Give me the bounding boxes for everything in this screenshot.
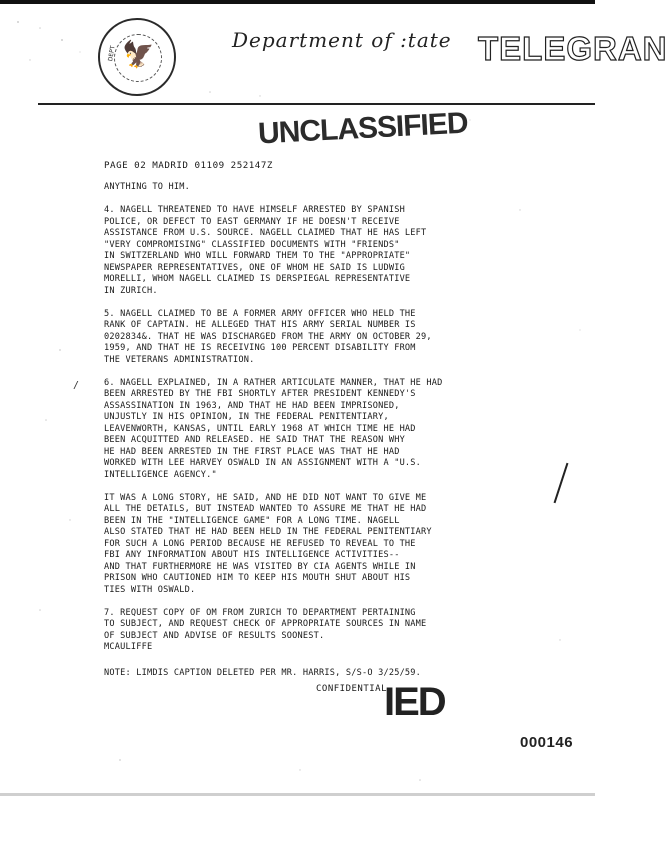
body-line: BEEN IN THE "INTELLIGENCE GAME" FOR A LONG TIME. NAGELL [104, 515, 400, 526]
body-line: TIES WITH OSWALD. [104, 584, 196, 595]
body-line: OF SUBJECT AND ADVISE OF RESULTS SOONEST. [104, 630, 325, 641]
body-line: "VERY COMPROMISING" CLASSIFIED DOCUMENTS WITH "FRIENDS" [104, 239, 400, 250]
body-line: IT WAS A LONG STORY, HE SAID, AND HE DID NOT WANT TO GIVE ME [104, 492, 427, 503]
header-divider [38, 103, 595, 105]
margin-mark: / [73, 380, 80, 391]
body-line: 6. NAGELL EXPLAINED, IN A RATHER ARTICULATE MANNER, THAT HE HAD [104, 377, 443, 388]
body-line: 4. NAGELL THREATENED TO HAVE HIMSELF ARRESTED BY SPANISH [104, 205, 405, 215]
body-line: INTELLIGENCE AGENCY." [104, 469, 217, 480]
body-line: MCAULIFFE [104, 642, 153, 652]
body-line: 7. REQUEST COPY OF OM FROM ZURICH TO DEPARTMENT PERTAINING [104, 607, 416, 618]
body-line: NEWSPAPER REPRESENTATIVES, ONE OF WHOM HE SAID IS LUDWIG [104, 262, 405, 273]
paragraph-gap [104, 297, 594, 309]
body-line: 5. NAGELL CLAIMED TO BE A FORMER ARMY OFFICER WHO HELD THE [104, 308, 416, 319]
body-line: ALL THE DETAILS, BUT INSTEAD WANTED TO ASSURE ME THAT HE HAD [104, 504, 427, 514]
body-line: IN SWITZERLAND WHO WILL FORWARD THEM TO THE "APPROPRIATE" [104, 251, 411, 261]
body-line: FBI ANY INFORMATION ABOUT HIS INTELLIGENCE ACTIVITIES-- [104, 550, 400, 560]
body-line: HE HAD BEEN ARRESTED IN THE FIRST PLACE WAS THAT HE HAD [104, 446, 400, 457]
body-line: 1959, AND THAT HE IS RECEIVING 100 PERCENT DISABILITY FROM [104, 343, 416, 353]
body-line: FOR SUCH A LONG PERIOD BECAUSE HE REFUSED TO REVEAL TO THE [104, 538, 416, 549]
paragraph-gap [104, 481, 594, 493]
body-line: 0202834&. THAT HE WAS DISCHARGED FROM THE ARMY ON OCTOBER 29, [104, 331, 432, 342]
body-line: PRISON WHO CAUTIONED HIM TO KEEP HIS MOUTH SHUT ABOUT HIS [104, 573, 411, 583]
body-line: RANK OF CAPTAIN. HE ALLEGED THAT HIS ARMY SERIAL NUMBER IS [104, 320, 416, 330]
paragraph-gap [104, 194, 594, 206]
paragraph-gap [104, 596, 594, 608]
paragraph-gap [104, 366, 594, 378]
body-line: ALSO STATED THAT HE HAD BEEN HELD IN THE FEDERAL PENITENTIARY [104, 527, 432, 537]
body-line: AND THAT FURTHERMORE HE WAS VISITED BY CIA AGENTS WHILE IN [104, 561, 416, 572]
stamp-label: CONFIDENTIAL [316, 684, 388, 694]
telegram-header: PAGE 02 MADRID 01109 252147Z [104, 160, 273, 171]
body-line: WORKED WITH LEE HARVEY OSWALD IN AN ASSIGNMENT WITH A "U.S. [104, 458, 422, 468]
body-line: ANYTHING TO HIM. [104, 182, 190, 192]
seal-ring-text: DEPT [107, 45, 117, 62]
department-seal [98, 18, 176, 96]
agency-title: Department of :tate [232, 28, 452, 52]
body-line: IN ZURICH. [104, 285, 158, 296]
body-line: BEEN ACQUITTED AND RELEASED. HE SAID THAT THE REASON WHY [104, 435, 405, 445]
body-line: ASSISTANCE FROM U.S. SOURCE. NAGELL CLAIMED THAT HE HAS LEFT [104, 228, 427, 238]
eagle-icon: 🦅 [122, 40, 155, 70]
body-line: LEAVENWORTH, KANSAS, UNTIL EARLY 1968 AT WHICH TIME HE HAD [104, 423, 416, 434]
body-line: TO SUBJECT, AND REQUEST CHECK OF APPROPRIATE SOURCES IN NAME [104, 619, 427, 629]
bottom-rule [0, 793, 595, 796]
classification-stamp-text: UNCLASSIFIED [257, 106, 469, 151]
telegram-note: NOTE: LIMDIS CAPTION DELETED PER MR. HARRIS, S/S-O 3/25/59. [104, 668, 422, 678]
body-line: UNJUSTLY IN HIS OPINION, IN THE FEDERAL PENITENTIARY, [104, 412, 389, 422]
body-line: ASSASSINATION IN 1963, AND THAT HE HAD BEEN IMPRISONED, [104, 400, 400, 411]
stamp-overprint: IED [384, 680, 445, 724]
telegram-body [104, 182, 594, 654]
classification-stamp-top [257, 107, 468, 152]
body-line: BEEN ARRESTED BY THE FBI SHORTLY AFTER PRESIDENT KENNEDY'S [104, 389, 416, 399]
document-number: 000146 [520, 734, 574, 751]
body-line: POLICE, OR DEFECT TO EAST GERMANY IF HE DOESN'T RECEIVE [104, 216, 400, 227]
body-line: MORELLI, WHOM NAGELL CLAIMED IS DERSPIEGAL REPRESENTATIVE [104, 274, 411, 284]
body-line: THE VETERANS ADMINISTRATION. [104, 354, 255, 365]
form-type-title: TELEGRAN [478, 30, 668, 67]
top-border [0, 0, 595, 4]
